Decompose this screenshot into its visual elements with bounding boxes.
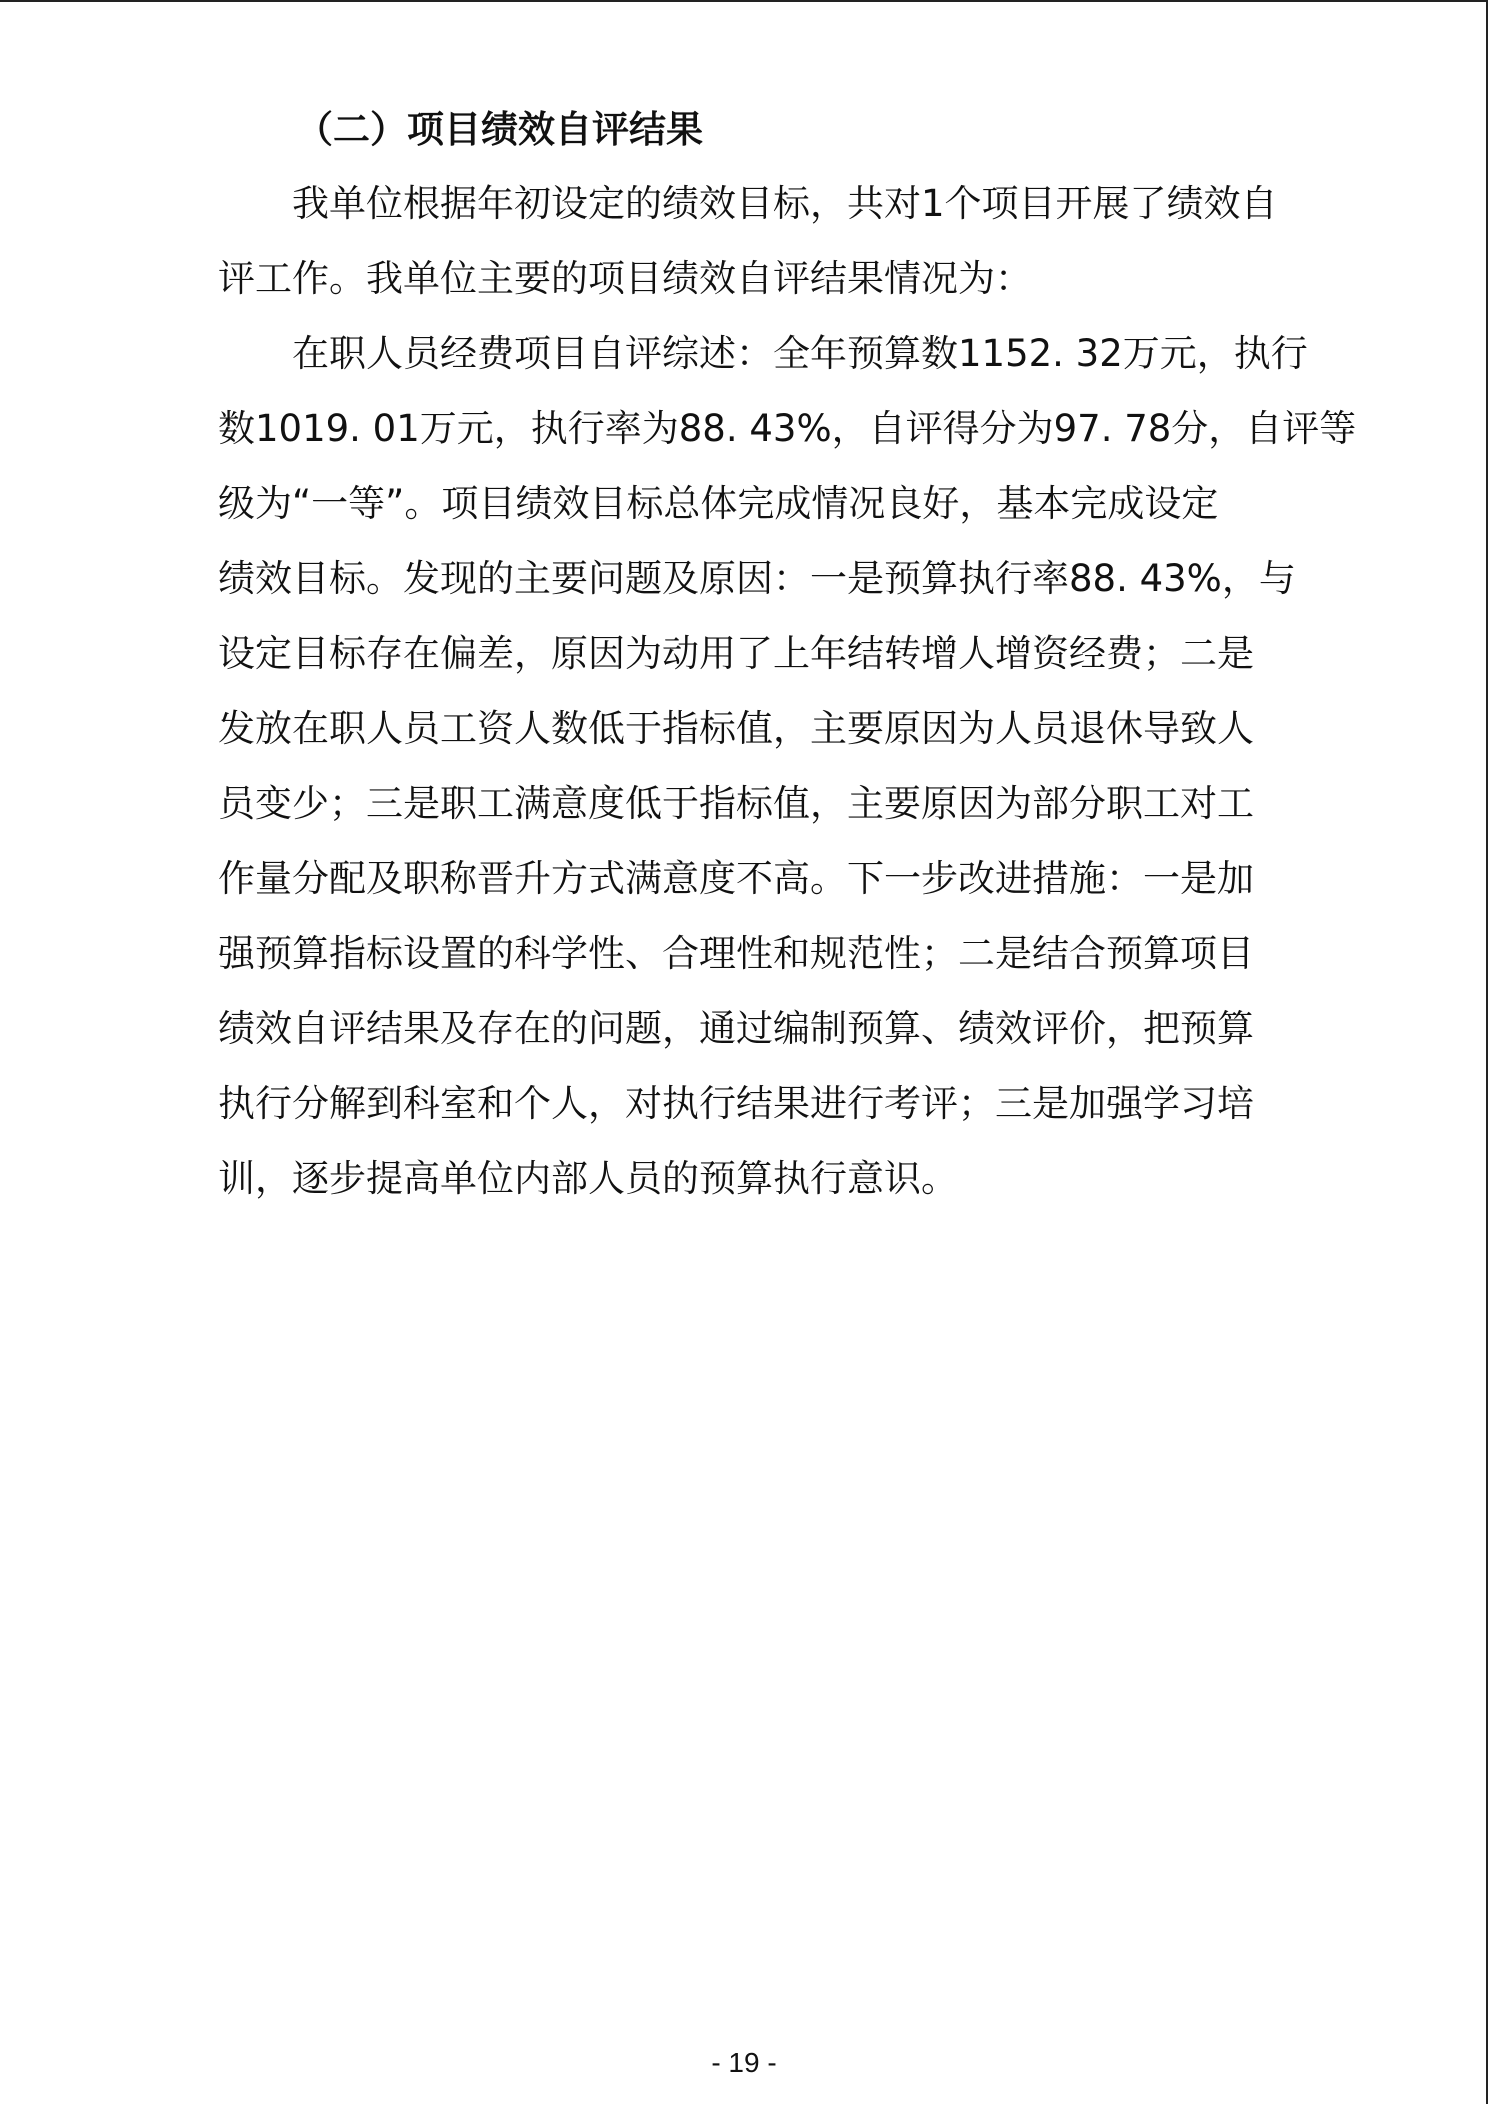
paragraph-2-line-9: 强预算指标设置的科学性、合理性和规范性；二是结合预算项目 bbox=[218, 932, 1254, 975]
paragraph-1-line-1: 我单位根据年初设定的绩效目标，共对1个项目开展了绩效自 bbox=[292, 182, 1278, 225]
paragraph-2-line-4: 绩效目标。发现的主要问题及原因：一是预算执行率88. 43%，与 bbox=[218, 557, 1296, 600]
paragraph-2-line-7: 员变少；三是职工满意度低于指标值，主要原因为部分职工对工 bbox=[218, 782, 1254, 825]
section-heading: （二）项目绩效自评结果 bbox=[296, 108, 703, 151]
paragraph-2-line-6: 发放在职人员工资人数低于指标值，主要原因为人员退休导致人 bbox=[218, 707, 1254, 750]
page-number: - 19 - bbox=[711, 2047, 777, 2078]
paragraph-2-line-3: 级为“一等”。项目绩效目标总体完成情况良好，基本完成设定 bbox=[218, 482, 1219, 525]
paragraph-2-line-10: 绩效自评结果及存在的问题，通过编制预算、绩效评价，把预算 bbox=[218, 1007, 1254, 1050]
paragraph-2-line-1: 在职人员经费项目自评综述：全年预算数1152. 32万元，执行 bbox=[292, 332, 1308, 375]
paragraph-2-line-2: 数1019. 01万元，执行率为88. 43%，自评得分为97. 78分，自评等 bbox=[218, 407, 1357, 450]
paragraph-2-line-11: 执行分解到科室和个人，对执行结果进行考评；三是加强学习培 bbox=[218, 1082, 1254, 1125]
paragraph-1-line-2: 评工作。我单位主要的项目绩效自评结果情况为： bbox=[218, 257, 1032, 300]
paragraph-2-line-12: 训，逐步提高单位内部人员的预算执行意识。 bbox=[218, 1157, 958, 1200]
paragraph-2-line-8: 作量分配及职称晋升方式满意度不高。下一步改进措施：一是加 bbox=[218, 857, 1254, 900]
paragraph-2-line-5: 设定目标存在偏差，原因为动用了上年结转增人增资经费；二是 bbox=[218, 632, 1254, 675]
